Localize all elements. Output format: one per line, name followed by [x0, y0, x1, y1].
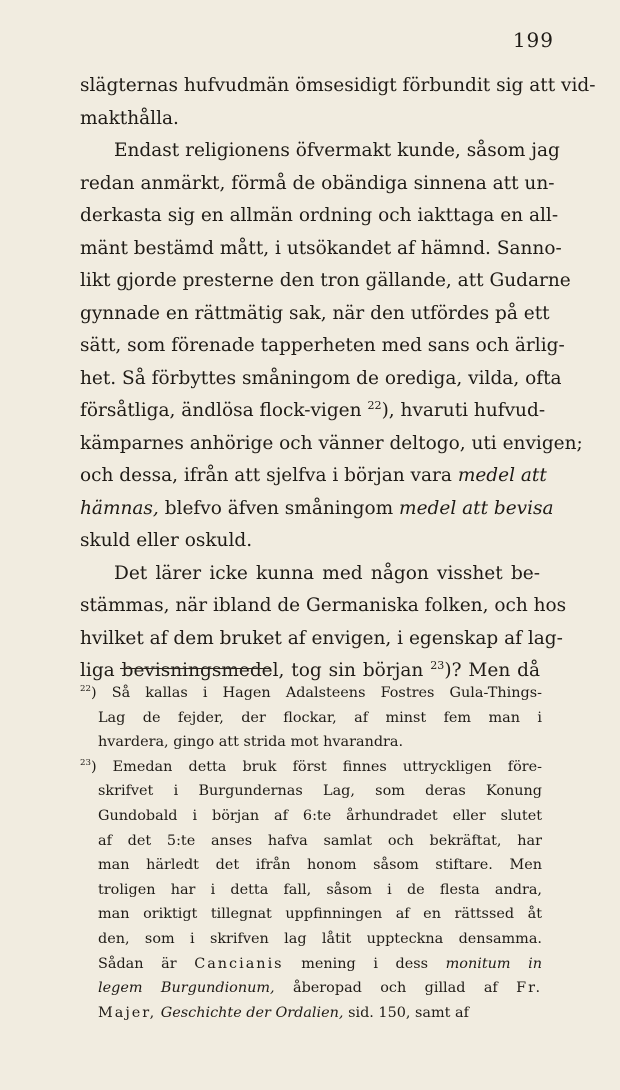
text-line: derkasta sig en allmän ordning och iakttaga en all- [80, 205, 559, 226]
text-line: slägternas hufvudmän ömsesidigt förbundit sig att vid- [80, 75, 596, 96]
spaced-name: Cancianis [194, 955, 284, 972]
footnote-line [80, 952, 542, 977]
page-number: 199 [512, 28, 554, 52]
footnote-line: hvardera, gingo att strida mot hvarandra. [98, 734, 404, 751]
footnote-marker-22: 22 [80, 684, 91, 695]
text-line: redan anmärkt, förmå de obändiga sinnena att un- [80, 172, 555, 194]
text-line: stämmas, när ibland de Germaniska folken, och hos [80, 595, 567, 616]
text-segment: ) Emedan detta bruk först finnes uttryckligen före- [90, 758, 542, 775]
footnote-ref-23: 23 [430, 658, 445, 672]
italic-phrase: monitum in [445, 955, 543, 972]
text-line: sätt, som förenade tapperheten med sans och ärlig- [80, 335, 565, 356]
text-line: makthålla. [80, 107, 179, 129]
footnote-separator [120, 668, 270, 669]
footnote-line [80, 1001, 542, 1026]
footnote-line [80, 755, 542, 780]
text-segment: blefvo äfven småningom [164, 497, 394, 519]
text-segment: åberopad och gillad af [293, 980, 498, 997]
footnote-line [80, 681, 542, 706]
italic-phrase: medel att bevisa [399, 497, 554, 519]
footnote-line: af det 5:te anses hafva samlat och bekräftat, har [98, 832, 542, 849]
text-line: likt gjorde presterne den tron gällande, att Gudarne [80, 270, 571, 291]
footnote-line: Lag de fejder, der flockar, af minst fem man i [98, 709, 542, 726]
footnote-line: man oriktigt tillegnat uppfinningen af en rättssed åt [98, 906, 542, 923]
footnotes [80, 681, 542, 1025]
footnote-marker-23: 23 [80, 757, 91, 768]
footnote-line [80, 976, 542, 1001]
footnote-line: Gundobald i början af 6:te århundradet eller slutet [98, 807, 542, 824]
text-line: hvilket af dem bruket af envigen, i egenskap af lag- [80, 627, 563, 649]
footnote-ref-22: 22 [367, 398, 382, 412]
text-line: Det lärer icke kunna med någon visshet be- [114, 562, 540, 584]
text-line: mänt bestämd mått, i utsökandet af hämnd. Sanno- [80, 237, 562, 259]
text-line: Endast religionens öfvermakt kunde, såsom jag [114, 140, 560, 161]
main-text [80, 70, 596, 688]
text-line: kämparnes anhörige och vänner deltogo, uti envigen; [80, 432, 583, 454]
text-segment: Men då [468, 660, 540, 681]
text-line: het. Så förbyttes småningom de orediga, vilda, ofta [80, 367, 562, 389]
text-segment: sid. 150, samt af [348, 1004, 469, 1021]
text-line [80, 395, 546, 428]
text-segment: Sådan är [98, 955, 177, 972]
italic-phrase: hämnas, [80, 497, 159, 519]
spaced-name: Majer, [98, 1004, 157, 1021]
text-segment: mening i dess [301, 955, 429, 972]
italic-phrase: legem Burgundionum, [98, 980, 275, 997]
spaced-name: Fr. [516, 980, 543, 997]
text-line [80, 493, 554, 526]
italic-phrase: medel att [457, 465, 547, 486]
text-segment: försåtliga, ändlösa flock-vigen [80, 400, 362, 421]
text-segment: )? [444, 660, 462, 681]
footnote-line: skrifvet i Burgundernas Lag, som deras Konung [98, 783, 542, 800]
text-line: gynnade en rättmätig sak, när den utfördes på ett [80, 302, 550, 324]
italic-phrase: Geschichte der Ordalien, [160, 1004, 344, 1021]
text-segment: ), hvaruti hufvud- [381, 400, 546, 421]
footnote-line: den, som i skrifven lag låtit upptecknа densamma. [98, 930, 542, 947]
text-line [80, 460, 547, 493]
text-segment: ) Så kallas i Hagen Adalsteens Fostres Gula-Things- [90, 685, 542, 701]
text-line: skuld eller oskuld. [80, 530, 253, 551]
footnote-line: troligen har i detta fall, såsom i de flesta andra, [98, 881, 542, 898]
footnote-line: man härledt det ifrån honom såsom stiftare. Men [98, 857, 542, 874]
text-segment: och dessa, ifrån att sjelfva i början vara [80, 465, 452, 486]
text-segment: liga bevisningsmedel, tog sin början [80, 660, 424, 681]
